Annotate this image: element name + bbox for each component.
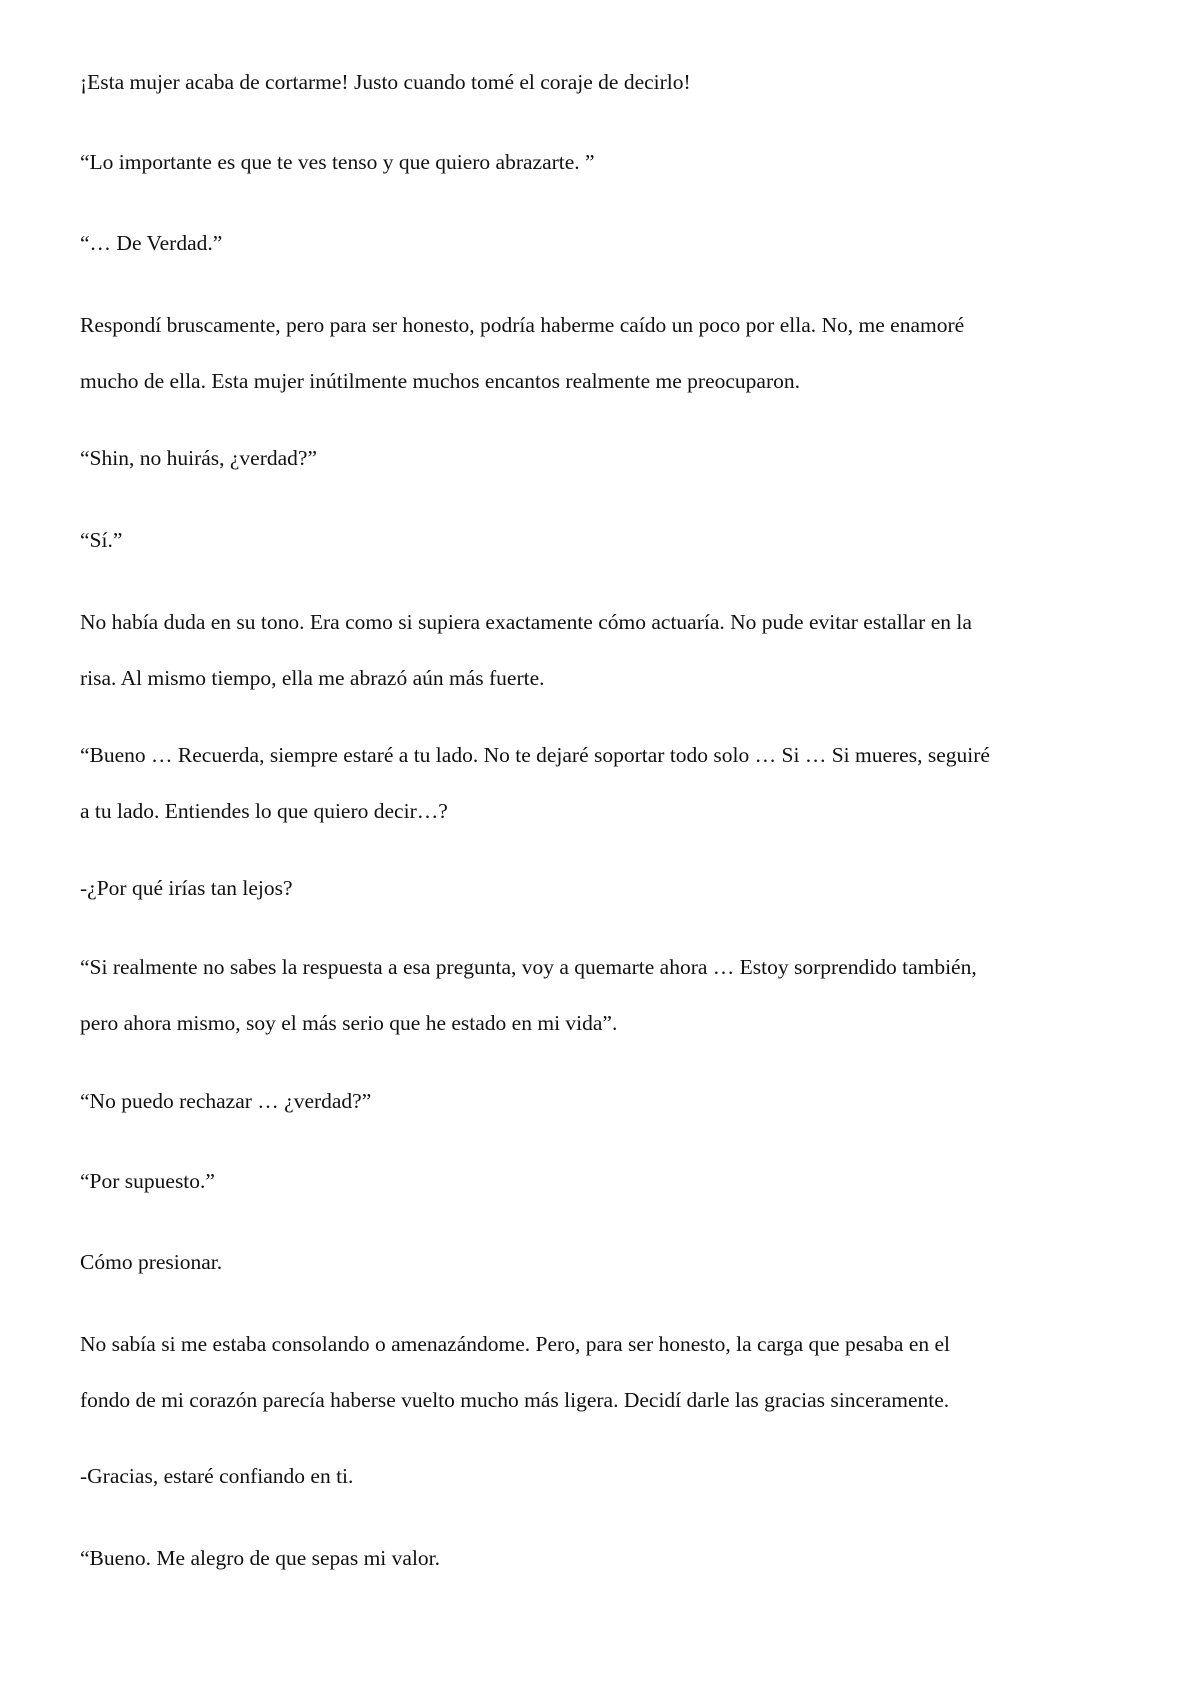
- text-line: mucho de ella. Esta mujer inútilmente muchos encantos realmente me preocuparon.: [80, 369, 800, 393]
- paragraph: [80, 1073, 1110, 1129]
- text-line: No había duda en su tono. Era como si supiera exactamente cómo actuaría. No pude evitar estallar en la: [80, 610, 972, 634]
- paragraph: [80, 1530, 1110, 1586]
- paragraph: [80, 1153, 1110, 1209]
- text-line: -Gracias, estaré confiando en ti.: [80, 1464, 354, 1488]
- paragraph: [80, 512, 1110, 568]
- text-line: “Si realmente no sabes la respuesta a esa pregunta, voy a quemarte ahora … Estoy sorprendido también,: [80, 955, 977, 979]
- text-line: “Bueno. Me alegro de que sepas mi valor.: [80, 1546, 441, 1570]
- paragraph: [80, 1448, 1110, 1504]
- paragraph: [80, 297, 1110, 409]
- text-line: ¡Esta mujer acaba de cortarme! Justo cuando tomé el coraje de decirlo!: [80, 70, 691, 94]
- text-line: fondo de mi corazón parecía haberse vuelto mucho más ligera. Decidí darle las gracias sinceramente.: [80, 1388, 950, 1412]
- paragraph: [80, 1316, 1110, 1428]
- text-line: “Sí.”: [80, 528, 123, 552]
- paragraph: [80, 54, 1110, 110]
- paragraph: [80, 594, 1110, 706]
- paragraph: [80, 215, 1110, 271]
- text-line: pero ahora mismo, soy el más serio que he estado en mi vida”.: [80, 1011, 618, 1035]
- text-line: “Por supuesto.”: [80, 1169, 215, 1193]
- paragraph: [80, 430, 1110, 486]
- text-line: Cómo presionar.: [80, 1250, 223, 1274]
- text-line: “No puedo rechazar … ¿verdad?”: [80, 1089, 372, 1113]
- text-line: No sabía si me estaba consolando o amenazándome. Pero, para ser honesto, la carga que pesaba en el: [80, 1332, 951, 1356]
- paragraph: [80, 860, 1110, 916]
- paragraph: [80, 1234, 1110, 1290]
- text-line: “Shin, no huirás, ¿verdad?”: [80, 446, 318, 470]
- paragraph: [80, 134, 1110, 190]
- text-line: “Bueno … Recuerda, siempre estaré a tu lado. No te dejaré soportar todo solo … Si … Si mueres, seguiré: [80, 743, 990, 767]
- paragraph: [80, 939, 1110, 1051]
- text-line: Respondí bruscamente, pero para ser honesto, podría haberme caído un poco por ella. No, me enamoré: [80, 313, 965, 337]
- text-line: -¿Por qué irías tan lejos?: [80, 876, 293, 900]
- text-line: risa. Al mismo tiempo, ella me abrazó aún más fuerte.: [80, 666, 545, 690]
- text-line: a tu lado. Entiendes lo que quiero decir…?: [80, 799, 448, 823]
- text-line: “… De Verdad.”: [80, 231, 223, 255]
- text-line: “Lo importante es que te ves tenso y que quiero abrazarte. ”: [80, 150, 595, 174]
- paragraph: [80, 727, 1110, 839]
